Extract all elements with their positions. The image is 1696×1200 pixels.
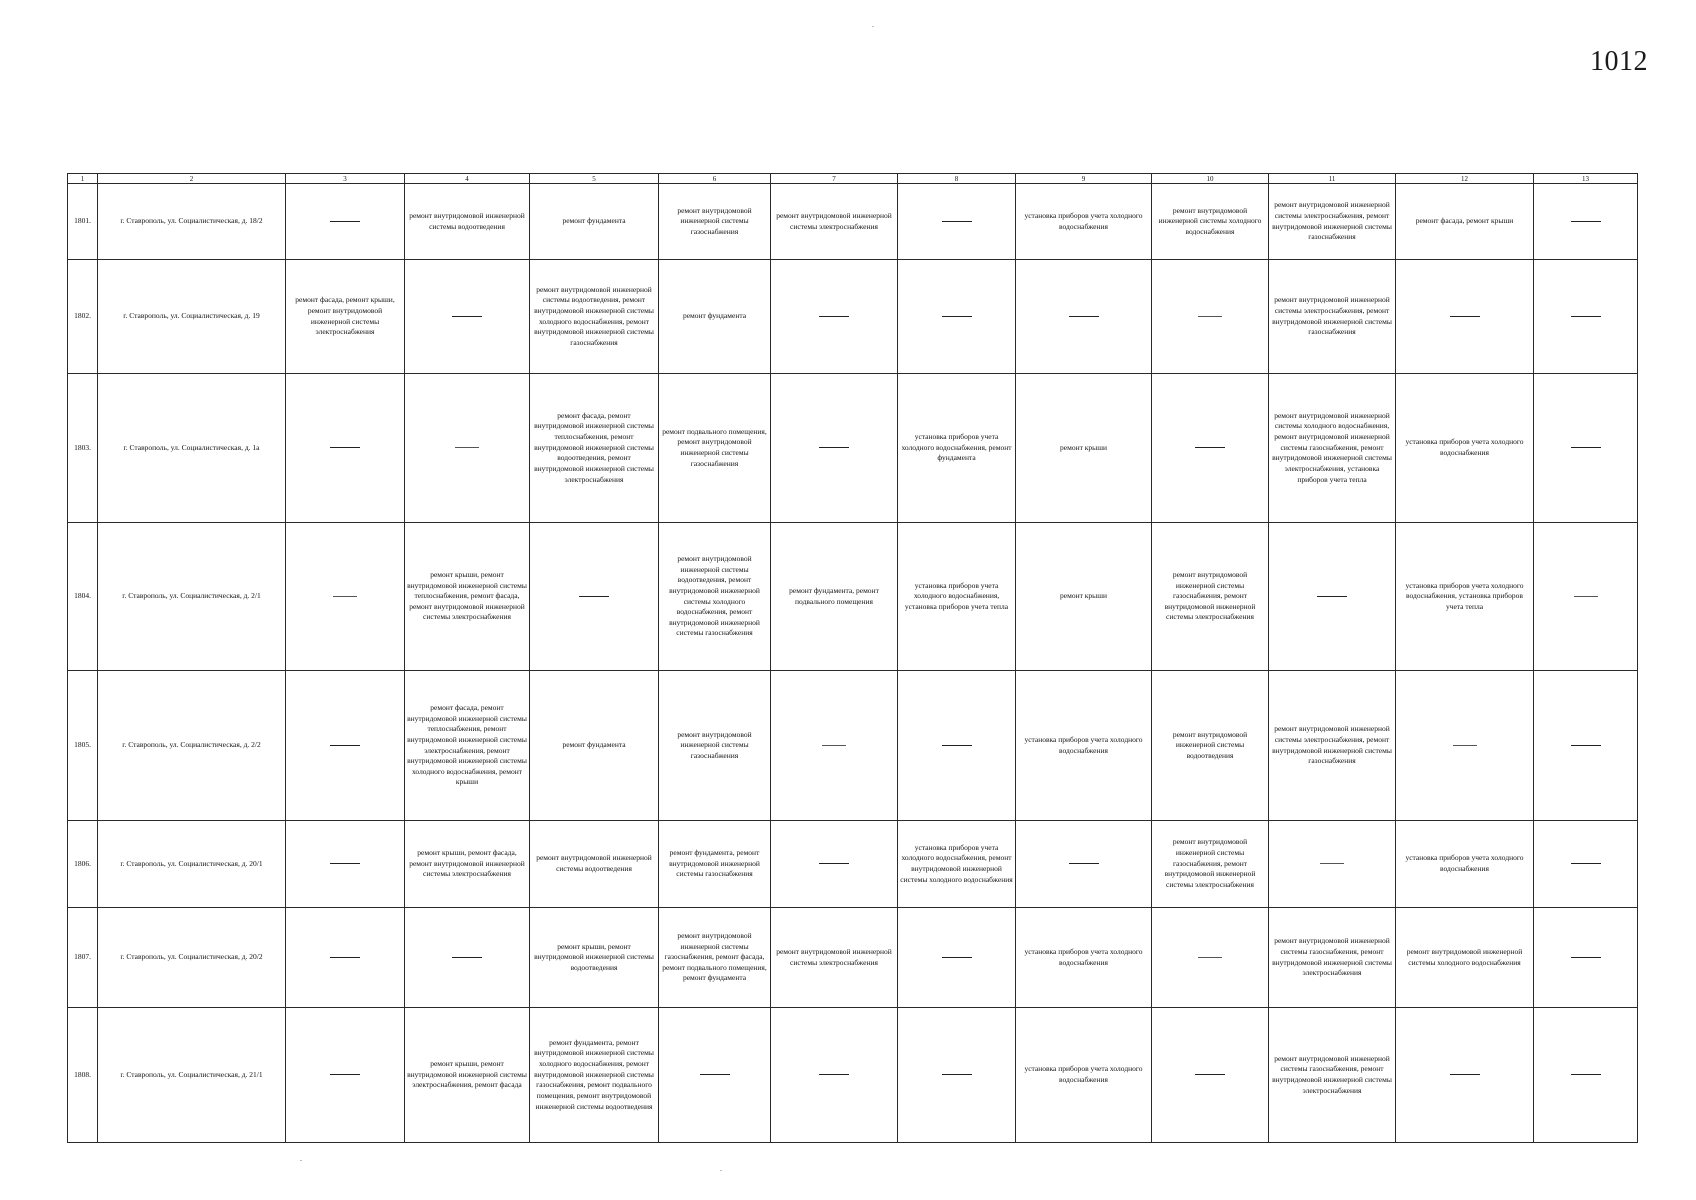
work-cell: ремонт внутридомовой инженерной системы электроснабжения, ремонт внутридомовой инженерной системы газоснабжения bbox=[1269, 671, 1396, 821]
empty-dash bbox=[330, 221, 360, 222]
row-number: 1804. bbox=[68, 523, 98, 671]
column-number: 11 bbox=[1269, 174, 1396, 184]
work-cell bbox=[1269, 523, 1396, 671]
work-cell bbox=[771, 374, 898, 523]
work-cell bbox=[405, 908, 530, 1008]
work-cell bbox=[1269, 821, 1396, 908]
work-cell: ремонт внутридомовой инженерной системы газоснабжения, ремонт внутридомовой инженерной системы электроснабжения bbox=[1152, 821, 1269, 908]
work-cell: установка приборов учета холодного водоснабжения bbox=[1016, 908, 1152, 1008]
empty-dash bbox=[819, 447, 849, 448]
empty-dash bbox=[942, 1074, 972, 1075]
column-number: 1 bbox=[68, 174, 98, 184]
empty-dash bbox=[330, 863, 360, 864]
work-cell bbox=[898, 908, 1016, 1008]
table-row bbox=[68, 374, 1638, 523]
work-cell bbox=[1152, 374, 1269, 523]
empty-dash bbox=[942, 957, 972, 958]
row-number: 1802. bbox=[68, 260, 98, 374]
address-cell: г. Ставрополь, ул. Социалистическая, д. 21/1 bbox=[98, 1008, 286, 1143]
empty-dash bbox=[819, 1074, 849, 1075]
work-cell: установка приборов учета холодного водоснабжения, ремонт внутридомовой инженерной системы холодного водоснабжения bbox=[898, 821, 1016, 908]
work-cell bbox=[1396, 671, 1534, 821]
page-number: 1012 bbox=[1590, 46, 1648, 77]
table-row bbox=[68, 1008, 1638, 1143]
work-cell: установка приборов учета холодного водоснабжения bbox=[1396, 374, 1534, 523]
address-cell: г. Ставрополь, ул. Социалистическая, д. 2/1 bbox=[98, 523, 286, 671]
scan-speck bbox=[720, 1170, 722, 1171]
row-number: 1803. bbox=[68, 374, 98, 523]
work-cell: ремонт внутридомовой инженерной системы газоснабжения, ремонт внутридомовой инженерной системы электроснабжения bbox=[1152, 523, 1269, 671]
work-cell bbox=[771, 1008, 898, 1143]
work-cell: ремонт внутридомовой инженерной системы водоотведения bbox=[405, 184, 530, 260]
work-cell: установка приборов учета холодного водоснабжения bbox=[1016, 1008, 1152, 1143]
column-number: 13 bbox=[1534, 174, 1638, 184]
address-cell: г. Ставрополь, ул. Социалистическая, д. 19 bbox=[98, 260, 286, 374]
work-cell bbox=[1534, 184, 1638, 260]
work-cell: ремонт крыши, ремонт внутридомовой инженерной системы водоотведения bbox=[530, 908, 659, 1008]
work-cell: ремонт внутридомовой инженерной системы газоснабжения, ремонт фасада, ремонт подвального помещения, ремонт фундамента bbox=[659, 908, 771, 1008]
empty-dash bbox=[1571, 316, 1601, 317]
scan-speck bbox=[300, 1160, 302, 1161]
work-cell: ремонт фасада, ремонт внутридомовой инженерной системы теплоснабжения, ремонт внутридомовой инженерной системы водоотведения, ремонт внутридомовой инженерной системы электроснабжения bbox=[530, 374, 659, 523]
work-cell bbox=[286, 523, 405, 671]
address-cell: г. Ставрополь, ул. Социалистическая, д. 1а bbox=[98, 374, 286, 523]
row-number: 1807. bbox=[68, 908, 98, 1008]
work-cell bbox=[286, 908, 405, 1008]
work-cell bbox=[898, 671, 1016, 821]
work-cell: установка приборов учета холодного водоснабжения bbox=[1016, 184, 1152, 260]
column-number-row bbox=[68, 174, 1638, 184]
work-cell: ремонт внутридомовой инженерной системы газоснабжения, ремонт внутридомовой инженерной системы электроснабжения bbox=[1269, 908, 1396, 1008]
work-cell: ремонт крыши, ремонт внутридомовой инженерной системы электроснабжения, ремонт фасада bbox=[405, 1008, 530, 1143]
empty-dash bbox=[330, 957, 360, 958]
empty-dash bbox=[452, 316, 482, 317]
work-cell: установка приборов учета холодного водоснабжения, установка приборов учета тепла bbox=[898, 523, 1016, 671]
table-row bbox=[68, 671, 1638, 821]
address-cell: г. Ставрополь, ул. Социалистическая, д. 20/1 bbox=[98, 821, 286, 908]
work-cell: ремонт внутридомовой инженерной системы холодного водоснабжения bbox=[1396, 908, 1534, 1008]
work-cell bbox=[405, 374, 530, 523]
work-cell bbox=[771, 260, 898, 374]
address-cell: г. Ставрополь, ул. Социалистическая, д. 20/2 bbox=[98, 908, 286, 1008]
work-cell: ремонт внутридомовой инженерной системы водоотведения bbox=[1152, 671, 1269, 821]
table-row bbox=[68, 821, 1638, 908]
empty-dash bbox=[819, 863, 849, 864]
work-cell bbox=[898, 184, 1016, 260]
work-cell bbox=[1152, 908, 1269, 1008]
empty-dash bbox=[1317, 596, 1347, 597]
work-cell: установка приборов учета холодного водоснабжения, установка приборов учета тепла bbox=[1396, 523, 1534, 671]
work-cell: ремонт подвального помещения, ремонт внутридомовой инженерной системы газоснабжения bbox=[659, 374, 771, 523]
work-cell: ремонт внутридомовой инженерной системы газоснабжения bbox=[659, 184, 771, 260]
table-row bbox=[68, 260, 1638, 374]
row-number: 1805. bbox=[68, 671, 98, 821]
empty-dash bbox=[1198, 316, 1222, 317]
work-cell: ремонт фундамента, ремонт подвального помещения bbox=[771, 523, 898, 671]
work-cell bbox=[898, 1008, 1016, 1143]
work-cell: ремонт внутридомовой инженерной системы водоотведения, ремонт внутридомовой инженерной системы холодного водоснабжения, ремонт внутридомовой инженерной системы газоснабжения bbox=[659, 523, 771, 671]
work-cell: ремонт внутридомовой инженерной системы газоснабжения, ремонт внутридомовой инженерной системы электроснабжения bbox=[1269, 1008, 1396, 1143]
empty-dash bbox=[1450, 316, 1480, 317]
work-cell bbox=[405, 260, 530, 374]
work-cell bbox=[1396, 1008, 1534, 1143]
empty-dash bbox=[819, 316, 849, 317]
empty-dash bbox=[1571, 447, 1601, 448]
empty-dash bbox=[700, 1074, 730, 1075]
work-cell: ремонт крыши bbox=[1016, 374, 1152, 523]
empty-dash bbox=[1571, 863, 1601, 864]
work-cell bbox=[1534, 260, 1638, 374]
column-number: 9 bbox=[1016, 174, 1152, 184]
work-cell: ремонт внутридомовой инженерной системы водоотведения, ремонт внутридомовой инженерной системы холодного водоснабжения, ремонт внутридомовой инженерной системы газоснабжения bbox=[530, 260, 659, 374]
column-number: 2 bbox=[98, 174, 286, 184]
work-cell bbox=[286, 374, 405, 523]
work-cell bbox=[898, 260, 1016, 374]
empty-dash bbox=[333, 596, 357, 597]
work-cell: установка приборов учета холодного водоснабжения bbox=[1396, 821, 1534, 908]
work-cell: ремонт внутридомовой инженерной системы электроснабжения bbox=[771, 184, 898, 260]
empty-dash bbox=[1571, 957, 1601, 958]
table-row bbox=[68, 184, 1638, 260]
work-cell bbox=[1534, 821, 1638, 908]
empty-dash bbox=[1069, 316, 1099, 317]
empty-dash bbox=[1198, 957, 1222, 958]
work-cell bbox=[659, 1008, 771, 1143]
work-cell bbox=[1396, 260, 1534, 374]
empty-dash bbox=[822, 745, 846, 746]
work-cell: ремонт внутридомовой инженерной системы холодного водоснабжения, ремонт внутридомовой инженерной системы газоснабжения, ремонт внутридомовой инженерной системы электроснабжения, установка приборов учета тепла bbox=[1269, 374, 1396, 523]
empty-dash bbox=[942, 745, 972, 746]
work-cell bbox=[1534, 671, 1638, 821]
empty-dash bbox=[1069, 863, 1099, 864]
table-row bbox=[68, 523, 1638, 671]
work-cell: ремонт внутридомовой инженерной системы электроснабжения, ремонт внутридомовой инженерной системы газоснабжения bbox=[1269, 260, 1396, 374]
empty-dash bbox=[452, 957, 482, 958]
column-number: 6 bbox=[659, 174, 771, 184]
empty-dash bbox=[1453, 745, 1477, 746]
column-number: 3 bbox=[286, 174, 405, 184]
work-cell bbox=[286, 1008, 405, 1143]
empty-dash bbox=[330, 745, 360, 746]
column-number: 12 bbox=[1396, 174, 1534, 184]
work-cell: ремонт внутридомовой инженерной системы электроснабжения, ремонт внутридомовой инженерной системы газоснабжения bbox=[1269, 184, 1396, 260]
row-number: 1806. bbox=[68, 821, 98, 908]
address-cell: г. Ставрополь, ул. Социалистическая, д. 2/2 bbox=[98, 671, 286, 821]
work-cell: ремонт фундамента, ремонт внутридомовой инженерной системы газоснабжения bbox=[659, 821, 771, 908]
work-cell bbox=[1016, 821, 1152, 908]
column-number: 7 bbox=[771, 174, 898, 184]
empty-dash bbox=[330, 1074, 360, 1075]
column-number: 4 bbox=[405, 174, 530, 184]
empty-dash bbox=[330, 447, 360, 448]
empty-dash bbox=[1574, 596, 1598, 597]
work-cell bbox=[286, 821, 405, 908]
work-cell: установка приборов учета холодного водоснабжения bbox=[1016, 671, 1152, 821]
work-cell bbox=[1152, 260, 1269, 374]
repair-schedule-table bbox=[67, 173, 1638, 1143]
empty-dash bbox=[1320, 863, 1344, 864]
empty-dash bbox=[1450, 1074, 1480, 1075]
empty-dash bbox=[1571, 1074, 1601, 1075]
empty-dash bbox=[942, 316, 972, 317]
work-cell: ремонт фасада, ремонт внутридомовой инженерной системы теплоснабжения, ремонт внутридомовой инженерной системы электроснабжения, ремонт внутридомовой инженерной системы холодного водоснабжения, ремонт крыши bbox=[405, 671, 530, 821]
address-cell: г. Ставрополь, ул. Социалистическая, д. 18/2 bbox=[98, 184, 286, 260]
work-cell: ремонт крыши bbox=[1016, 523, 1152, 671]
work-cell bbox=[286, 671, 405, 821]
work-cell: ремонт фасада, ремонт крыши, ремонт внутридомовой инженерной системы электроснабжения bbox=[286, 260, 405, 374]
work-cell: ремонт фундамента bbox=[530, 671, 659, 821]
column-number: 10 bbox=[1152, 174, 1269, 184]
work-cell: ремонт внутридомовой инженерной системы газоснабжения bbox=[659, 671, 771, 821]
work-cell: ремонт фундамента bbox=[659, 260, 771, 374]
work-cell bbox=[771, 671, 898, 821]
work-cell bbox=[1534, 908, 1638, 1008]
empty-dash bbox=[1571, 221, 1601, 222]
work-cell: ремонт внутридомовой инженерной системы холодного водоснабжения bbox=[1152, 184, 1269, 260]
work-cell bbox=[1534, 374, 1638, 523]
work-cell: ремонт крыши, ремонт внутридомовой инженерной системы теплоснабжения, ремонт фасада, ремонт внутридомовой инженерной системы электроснабжения bbox=[405, 523, 530, 671]
empty-dash bbox=[1571, 745, 1601, 746]
work-cell bbox=[530, 523, 659, 671]
empty-dash bbox=[455, 447, 479, 448]
scan-speck bbox=[872, 26, 874, 27]
column-number: 5 bbox=[530, 174, 659, 184]
row-number: 1808. bbox=[68, 1008, 98, 1143]
work-cell bbox=[286, 184, 405, 260]
column-number: 8 bbox=[898, 174, 1016, 184]
work-cell bbox=[1152, 1008, 1269, 1143]
row-number: 1801. bbox=[68, 184, 98, 260]
work-cell: ремонт крыши, ремонт фасада, ремонт внутридомовой инженерной системы электроснабжения bbox=[405, 821, 530, 908]
work-cell bbox=[1534, 1008, 1638, 1143]
empty-dash bbox=[1195, 447, 1225, 448]
work-cell: ремонт фундамента, ремонт внутридомовой инженерной системы холодного водоснабжения, ремонт внутридомовой инженерной системы газоснабжения, ремонт подвального помещения, ремонт внутридомовой инженерной системы водоотведения bbox=[530, 1008, 659, 1143]
work-cell: установка приборов учета холодного водоснабжения, ремонт фундамента bbox=[898, 374, 1016, 523]
work-cell bbox=[771, 821, 898, 908]
table-row bbox=[68, 908, 1638, 1008]
work-cell: ремонт фундамента bbox=[530, 184, 659, 260]
work-cell: ремонт внутридомовой инженерной системы водоотведения bbox=[530, 821, 659, 908]
empty-dash bbox=[579, 596, 609, 597]
work-cell: ремонт внутридомовой инженерной системы электроснабжения bbox=[771, 908, 898, 1008]
work-cell: ремонт фасада, ремонт крыши bbox=[1396, 184, 1534, 260]
empty-dash bbox=[1195, 1074, 1225, 1075]
empty-dash bbox=[942, 221, 972, 222]
work-cell bbox=[1534, 523, 1638, 671]
work-cell bbox=[1016, 260, 1152, 374]
